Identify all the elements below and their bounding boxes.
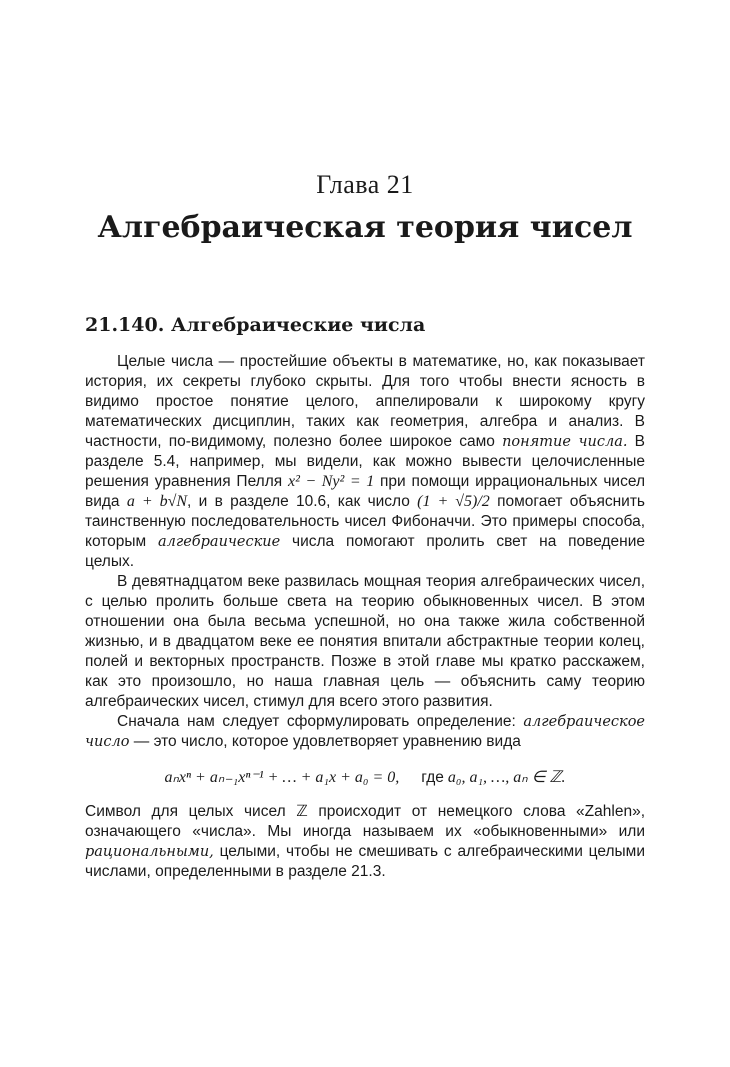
text-span: при помощи иррациональных чисел вида [85,473,645,510]
paragraph-1 [85,352,645,572]
text-span: — это число, которое удовлетворяет уравнению вида [129,733,521,750]
text-span: Целые числа — простейшие объекты в математике, но, как показывает история, их секреты глубоко скрыты. Для того чтобы внести ясность в видимо простое понятие целого, аппелировали к широкому кругу математических дисциплин, таких как геометрия, алгебра и анализ. В частности, по-видимому, полезно более широкое само [85,353,645,450]
text-span: числа помогают пролить свет на поведение целых. [85,533,645,570]
pell-equation: x² − Ny² = 1 [288,473,375,490]
paragraph-4 [85,802,645,882]
golden-ratio-expr: (1 + √5)/2 [417,493,490,510]
paragraph-2: В девятнадцатом веке развилась мощная теория алгебраических чисел, с целью пролить больше света на теорию обыкновенных чисел. В этом отношении она была весьма успешной, но она также жила собственной жизнью, и в двадцатом веке ее понятия впитали абстрактные теории колец, полей и векторных пространств. Позже в этой главе мы кратко расскажем, как это произошло, но наша главная цель — объяснить саму теорию алгебраических чисел, стимул для всего этого развития. [85,573,645,710]
equation-rhs: a₀, a₁, …, aₙ ∈ ℤ. [447,769,566,786]
section-heading: 21.140. Алгебраические числа [85,314,426,336]
emphasis-term: алгебраические [158,534,281,550]
text-span: Символ для целых чисел ℤ происходит от немецкого слова «Zahlen», означающего «числа». Мы иногда называем их «обыкновенными» или [85,803,645,840]
emphasis-term: понятие числа. [502,434,628,450]
text-span: Сначала нам следует сформулировать определение: [117,713,524,730]
text-span: , и в разделе 10.6, как число [187,493,418,510]
display-equation [85,768,645,788]
equation-where: где [421,769,444,786]
chapter-label: Глава 21 [316,170,414,199]
text-span: целыми, чтобы не смешивать с алгебраическими целыми числами, определенными в разделе 21.3. [85,843,645,880]
emphasis-term: алгебраическое число [85,714,645,750]
text-span: В разделе 5.4, например, мы видели, как можно вывести целочисленные решения уравнения Пелля [85,433,645,490]
chapter-title: Алгебраическая теория чисел [97,210,633,245]
irrational-form: a + b√N [126,493,188,510]
paragraph-3 [85,712,645,752]
text-span: помогает объяснить таинственную последовательность чисел Фибоначчи. Это примеры способа, которым [85,493,646,550]
body-text [85,352,645,882]
emphasis-term: рациональными, [85,844,214,860]
equation-lhs: aₙxⁿ + aₙ₋₁xⁿ⁻¹ + … + a₁x + a₀ = 0, [164,769,400,786]
